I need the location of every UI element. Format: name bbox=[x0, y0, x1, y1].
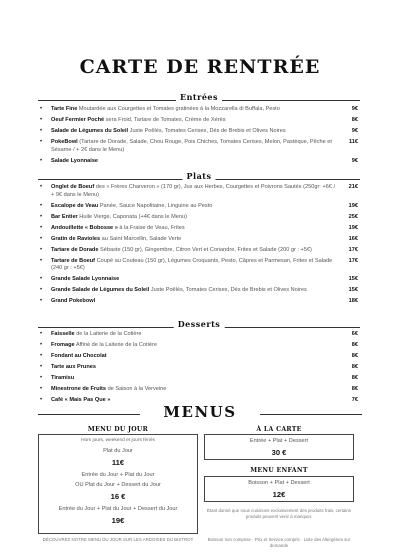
menu-item bbox=[40, 139, 358, 154]
menu-item bbox=[40, 247, 358, 255]
section-label: Desserts bbox=[174, 319, 225, 329]
menu-item bbox=[40, 276, 358, 284]
item-name: Café « Mais Pas Que » bbox=[51, 396, 111, 403]
item-price: 7€ bbox=[351, 396, 358, 403]
menu-item bbox=[40, 342, 358, 350]
desserts-list bbox=[40, 331, 358, 408]
menu-item bbox=[40, 236, 358, 244]
menu-enfant-box bbox=[204, 476, 354, 502]
a-la-carte-heading: À LA CARTE bbox=[256, 426, 302, 433]
item-description: Sébaste (150 gr), Gingembre, Citron Vert et Coriandre, Frites et Salade (200 gr : +5€) bbox=[98, 246, 312, 253]
allergen-note: Étant donné que nous cuisinons exclusivement des produits frais, certains produits peuvent venir à manquer. bbox=[207, 508, 351, 519]
item-price: 8€ bbox=[351, 116, 358, 123]
section-header-entrees bbox=[38, 94, 360, 103]
item-price: 25€ bbox=[348, 213, 358, 220]
page-title: CARTE DE RENTRÉE bbox=[79, 56, 321, 78]
item-name: Faisselle bbox=[51, 331, 75, 337]
item-price: 6€ bbox=[351, 331, 358, 337]
item-name: Tarte aux Prunes bbox=[51, 363, 96, 370]
item-name: Tiramisu bbox=[51, 374, 75, 381]
menu-du-jour-line: Entrée du Jour + Plat du Jour + Dessert du Jour bbox=[58, 506, 178, 512]
item-name: Oeuf Fermier Poché bbox=[51, 116, 105, 123]
entrees-list bbox=[40, 106, 358, 169]
item-price: 8€ bbox=[351, 363, 358, 370]
menu-du-jour-price: 16 € bbox=[110, 492, 126, 501]
menu-du-jour-line: Plat du Jour bbox=[103, 448, 133, 454]
item-price: 19€ bbox=[348, 224, 358, 231]
item-price: 11€ bbox=[348, 138, 358, 145]
item-description: Affiné de la Laiterie de la Cotière bbox=[74, 341, 157, 348]
menu-item bbox=[40, 298, 358, 306]
menu-item bbox=[40, 353, 358, 361]
item-price: 9€ bbox=[351, 106, 358, 112]
menu-item bbox=[40, 106, 358, 114]
item-description: de la Laiterie de la Cotière bbox=[74, 331, 142, 337]
item-price: 8€ bbox=[351, 374, 358, 381]
item-price: 15€ bbox=[348, 276, 358, 283]
menu-du-jour-heading: MENU DU JOUR bbox=[87, 426, 149, 433]
item-price: 9€ bbox=[351, 157, 358, 164]
plats-list bbox=[40, 184, 358, 309]
a-la-carte-box bbox=[204, 434, 354, 460]
menu-item bbox=[40, 375, 358, 383]
item-description: Juste Poêlés, Tomates Cerises, Dés de Brebis et Olives Noires bbox=[149, 287, 307, 294]
menu-du-jour-box bbox=[38, 434, 198, 534]
menu-item bbox=[40, 117, 358, 125]
item-name: Minestrone de Fruits bbox=[51, 385, 107, 392]
item-price: 8€ bbox=[351, 352, 358, 359]
a-la-carte-price: 30 € bbox=[271, 448, 287, 457]
menu-du-jour-line: OU Plat du Jour + Dessert du Jour bbox=[75, 482, 161, 488]
item-price: 16€ bbox=[348, 235, 358, 242]
item-price: 8€ bbox=[351, 385, 358, 392]
item-name: PokeBowl bbox=[51, 138, 78, 145]
item-name: Fromage bbox=[51, 341, 75, 348]
item-description: Moutardée aux Courgettes et Tomates gratinées à la Mozzarella di Buffala, Pesto bbox=[77, 106, 280, 112]
menus-title: MENUS bbox=[163, 403, 237, 421]
item-name: Bar Entier bbox=[51, 213, 78, 220]
bottom-note: Boisson non comprise · Prix et Service compris · Liste des Allergènes sur demande bbox=[207, 537, 351, 548]
item-name: Onglet de Boeuf bbox=[51, 184, 95, 190]
menu-enfant-line: Boisson + Plat + Dessert bbox=[248, 480, 310, 486]
item-name: Andouillette « Bobosse » bbox=[51, 224, 118, 231]
item-description: au Saint Marcellin, Salade Verte bbox=[100, 235, 182, 242]
item-price: 18€ bbox=[348, 298, 358, 305]
item-description: Panée, Sauce Napolitaine, Linguine au Pesto bbox=[98, 202, 213, 209]
item-description: sera Froid, Tartare de Tomates, Crème de Xérès bbox=[104, 116, 226, 123]
item-name: Grand Pokebowl bbox=[51, 298, 96, 305]
item-description: à la Fraise de Veau, Frites bbox=[117, 224, 185, 231]
menu-item bbox=[40, 203, 358, 211]
menu-enfant-heading: MENU ENFANT bbox=[250, 467, 308, 474]
item-name: Tartare de Boeuf bbox=[51, 257, 96, 264]
menu-item bbox=[40, 258, 358, 273]
item-description: Huile Vierge, Caponata (+4€ dans le Menu) bbox=[77, 213, 187, 220]
menu-item bbox=[40, 158, 358, 166]
menu-item bbox=[40, 184, 358, 199]
item-name: Salade Lyonnaise bbox=[51, 157, 99, 164]
menu-item bbox=[40, 225, 358, 233]
section-label: Plats bbox=[183, 171, 216, 181]
menu-du-jour-price: 19€ bbox=[111, 516, 125, 525]
section-header-desserts bbox=[38, 321, 360, 330]
item-description: des « Frères Charveron » (170 gr), Jus aux Herbes, Courgettes et Poivrons Sautés (250gr: +6€ / + 9€ dans le Menu) bbox=[51, 184, 336, 198]
item-description: (Tartare de Dorade, Salade, Chou Rouge, Pois Chiches, Tomates Cerises, Melon, Pastèque, Pêche et Sésame / + 2€ dans le Menu) bbox=[51, 138, 332, 153]
item-description: Juste Poêlés, Tomates Cerises, Dés de Brebis et Olives Noires bbox=[128, 127, 286, 134]
menu-du-jour-footer: DÉCOUVREZ NOTRE MENU DU JOUR SUR LES ARDOISES DU BISTROT bbox=[42, 537, 194, 542]
item-price: 9€ bbox=[351, 127, 358, 134]
item-price: 19€ bbox=[348, 202, 358, 209]
item-name: Tarte Fine bbox=[51, 106, 78, 112]
item-name: Gratin de Ravioles bbox=[51, 235, 101, 242]
item-name: Salade de Légumes du Soleil bbox=[51, 127, 129, 134]
section-label: Entrées bbox=[176, 92, 222, 102]
item-price: 17€ bbox=[348, 257, 358, 264]
item-name: Grande Salade de Légumes du Soleil bbox=[51, 287, 150, 294]
item-price: 15€ bbox=[348, 287, 358, 294]
item-name: Grande Salade Lyonnaise bbox=[51, 276, 120, 283]
item-description: Coupé au Couteau (150 gr), Légumes Croquants, Pesto, Câpres et Parmesan, Frites et Salade (240 gr : +5€) bbox=[51, 257, 333, 272]
menu-item bbox=[40, 287, 358, 295]
menu-item bbox=[40, 364, 358, 372]
section-header-plats bbox=[38, 173, 360, 182]
item-price: 8€ bbox=[351, 341, 358, 348]
item-price: 17€ bbox=[348, 246, 358, 253]
menu-du-jour-price: 11€ bbox=[111, 458, 125, 467]
a-la-carte-line: Entrée + Plat + Dessert bbox=[249, 438, 309, 444]
item-description: de Saison à la Verveine bbox=[106, 385, 167, 392]
item-name: Fondant au Chocolat bbox=[51, 352, 107, 359]
item-name: Tartare de Dorade bbox=[51, 246, 99, 253]
menus-divider-right bbox=[260, 414, 362, 415]
menu-item bbox=[40, 386, 358, 394]
menu-item bbox=[40, 331, 358, 339]
menu-du-jour-line: Entrée du Jour + Plat du Jour bbox=[81, 472, 155, 478]
item-price: 21€ bbox=[348, 184, 358, 190]
item-name: Escalope de Veau bbox=[51, 202, 99, 209]
menu-item bbox=[40, 214, 358, 222]
menu-du-jour-subtitle: Hors jours, weekend et jours fériés bbox=[81, 438, 155, 443]
menu-item bbox=[40, 128, 358, 136]
menu-enfant-price: 12€ bbox=[272, 490, 286, 499]
